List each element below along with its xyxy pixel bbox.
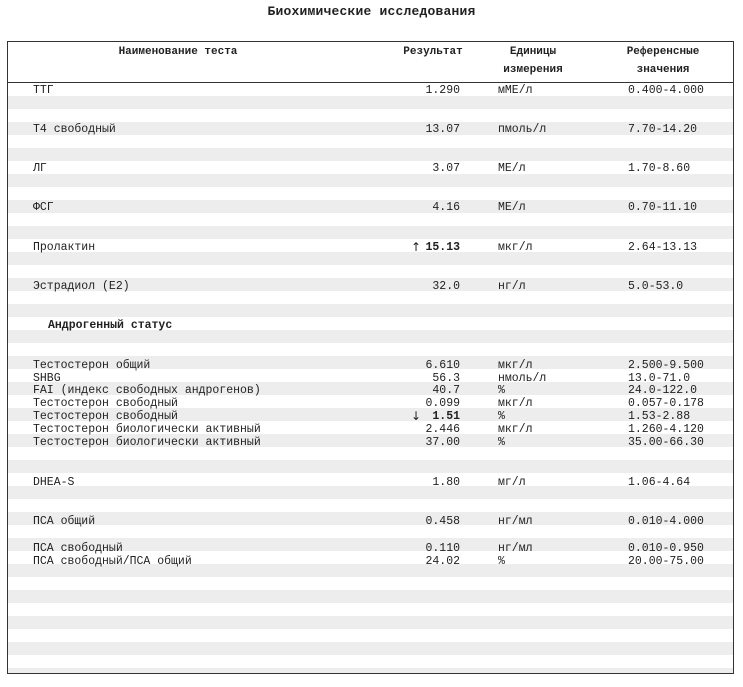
reference-range: 1.70-8.60 xyxy=(628,162,691,175)
unit-cell: нг/л xyxy=(498,280,526,293)
result-value: 6.610 xyxy=(425,359,460,372)
unit-cell: мкг/л xyxy=(498,423,533,436)
test-name: Пролактин xyxy=(33,241,96,254)
reference-range: 0.010-0.950 xyxy=(628,542,704,555)
unit-cell: % xyxy=(498,410,505,423)
table-row xyxy=(8,84,733,97)
result-value: 3.07 xyxy=(432,162,460,175)
unit-cell: нмоль/л xyxy=(498,372,547,385)
reference-range: 2.64-13.13 xyxy=(628,241,698,254)
test-name: DHEA-S xyxy=(33,476,75,489)
test-name: Тестостерон свободный xyxy=(33,397,178,410)
result-value: 0.099 xyxy=(425,397,460,410)
test-name: ПСА свободный xyxy=(33,542,123,555)
result-value: 1.51 xyxy=(432,410,460,423)
arrow-down-icon: ↓ xyxy=(410,409,422,423)
table-row xyxy=(8,423,733,436)
test-name: Тестостерон биологически активный xyxy=(33,423,261,436)
table-row xyxy=(8,280,733,293)
reference-range: 1.06-4.64 xyxy=(628,476,691,489)
table-row xyxy=(8,359,733,372)
test-name: ЛГ xyxy=(33,162,47,175)
result-value: 32.0 xyxy=(432,280,460,293)
table-row xyxy=(8,162,733,175)
table-row xyxy=(8,436,733,449)
result-value: 0.458 xyxy=(425,515,460,528)
result-value: 56.3 xyxy=(432,372,460,385)
table-row xyxy=(8,542,733,555)
header-reference-line1: Референсные xyxy=(626,46,700,58)
unit-cell: нг/мл xyxy=(498,542,533,555)
test-name: Тестостерон общий xyxy=(33,359,151,372)
unit-cell: мкг/л xyxy=(498,359,533,372)
result-value: 24.02 xyxy=(425,555,460,568)
result-value: 13.07 xyxy=(425,123,460,136)
unit-cell: % xyxy=(498,384,505,397)
unit-cell: МЕ/л xyxy=(498,201,526,214)
test-name: Тестостерон биологически активный xyxy=(33,436,261,449)
reference-range: 0.010-4.000 xyxy=(628,515,704,528)
table-row xyxy=(8,476,733,489)
table-row xyxy=(8,384,733,397)
test-name: SHBG xyxy=(33,372,61,385)
reference-range: 1.260-4.120 xyxy=(628,423,704,436)
table-row xyxy=(8,397,733,410)
result-value: 40.7 xyxy=(432,384,460,397)
unit-cell: % xyxy=(498,555,505,568)
reference-range: 0.400-4.000 xyxy=(628,84,704,97)
unit-cell: МЕ/л xyxy=(498,162,526,175)
arrow-up-icon: ↑ xyxy=(410,240,422,254)
result-value: 2.446 xyxy=(425,423,460,436)
header-test-name: Наименование теста xyxy=(118,46,238,58)
table-row xyxy=(8,410,733,423)
result-rows xyxy=(8,42,733,673)
result-value: 1.290 xyxy=(425,84,460,97)
unit-cell: нг/мл xyxy=(498,515,533,528)
test-name: ПСА свободный/ПСА общий xyxy=(33,555,192,568)
unit-cell: % xyxy=(498,436,505,449)
result-value: 4.16 xyxy=(432,201,460,214)
result-value: 0.110 xyxy=(425,542,460,555)
reference-range: 7.70-14.20 xyxy=(628,123,698,136)
table-row xyxy=(8,123,733,136)
table-row xyxy=(8,555,733,568)
results-table xyxy=(7,41,734,674)
test-name: ФСГ xyxy=(33,201,54,214)
table-row xyxy=(8,241,733,254)
reference-range: 2.500-9.500 xyxy=(628,359,704,372)
header-result: Результат xyxy=(403,46,463,58)
test-name: Т4 свободный xyxy=(33,123,116,136)
test-name: Эстрадиол (E2) xyxy=(33,280,130,293)
header-reference-line2: значения xyxy=(636,64,690,76)
unit-cell: мкг/л xyxy=(498,241,533,254)
reference-range: 24.0-122.0 xyxy=(628,384,698,397)
test-name: ПСА общий xyxy=(33,515,96,528)
test-name: ТТГ xyxy=(33,84,54,97)
section-title: Андрогенный статус xyxy=(48,319,173,332)
section-heading xyxy=(8,319,733,332)
reference-range: 20.00-75.00 xyxy=(628,555,704,568)
result-value: 15.13 xyxy=(425,241,460,254)
reference-range: 5.0-53.0 xyxy=(628,280,684,293)
report-title: Биохимические исследования xyxy=(267,4,476,19)
unit-cell: мг/л xyxy=(498,476,526,489)
reference-range: 0.057-0.178 xyxy=(628,397,704,410)
header-units-line1: Единицы xyxy=(509,46,557,58)
result-value: 1.80 xyxy=(432,476,460,489)
table-row xyxy=(8,515,733,528)
header-units-line2: измерения xyxy=(503,64,563,76)
reference-range: 35.00-66.30 xyxy=(628,436,704,449)
test-name: Тестостерон свободный xyxy=(33,410,178,423)
table-row xyxy=(8,201,733,214)
reference-range: 13.0-71.0 xyxy=(628,372,691,385)
unit-cell: мМЕ/л xyxy=(498,84,533,97)
unit-cell: мкг/л xyxy=(498,397,533,410)
reference-range: 1.53-2.88 xyxy=(628,410,691,423)
result-value: 37.00 xyxy=(425,436,460,449)
reference-range: 0.70-11.10 xyxy=(628,201,698,214)
test-name: FAI (индекс свободных андрогенов) xyxy=(33,384,261,397)
unit-cell: пмоль/л xyxy=(498,123,547,136)
